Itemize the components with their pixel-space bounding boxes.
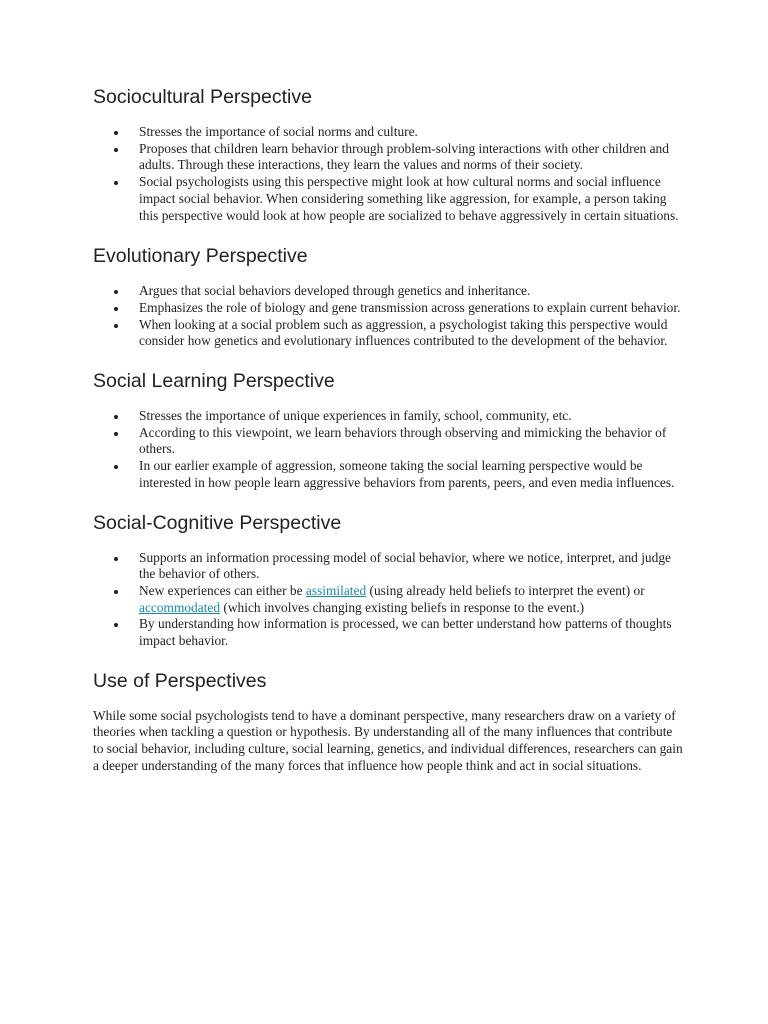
list-item: Supports an information processing model of social behavior, where we notice, interpret, and judge the behavior of others. [93,550,683,583]
bullet-list [93,408,683,492]
list-item: New experiences can either be assimilated (using already held beliefs to interpret the event) or accommodated (which involves changing existing beliefs in response to the event.) [93,583,683,616]
bullet-list [93,283,683,350]
bullet-dot-icon [114,432,118,436]
bullet-dot-icon [114,307,118,311]
section-sociocultural [93,85,683,224]
list-item: By understanding how information is processed, we can better understand how patterns of thoughts impact behavior. [93,616,683,649]
section-use-of-perspectives [93,669,683,775]
heading-evolutionary: Evolutionary Perspective [93,245,308,268]
assimilated-link[interactable]: assimilated [305,582,367,598]
bullet-dot-icon [114,590,118,594]
list-item: In our earlier example of aggression, someone taking the social learning perspective would be interested in how people learn aggressive behaviors from parents, peers, and even media influences. [93,458,683,491]
bullet-dot-icon [114,415,118,419]
document-page [93,85,683,775]
heading-sociocultural: Sociocultural Perspective [93,86,312,108]
bullet-dot-icon [114,131,118,135]
heading-social-learning: Social Learning Perspective [93,370,335,393]
list-item: Argues that social behaviors developed through genetics and inheritance. [93,283,683,300]
list-item: Stresses the importance of unique experiences in family, school, community, etc. [93,408,683,425]
list-item: Social psychologists using this perspective might look at how cultural norms and social influence impact social behavior. When considering something like aggression, for example, a person taking this perspective would look at how people are socialized to behave aggressively in certain situations. [93,174,683,224]
list-item: Emphasizes the role of biology and gene transmission across generations to explain current behavior. [93,300,683,317]
bullet-dot-icon [114,324,118,328]
bullet-dot-icon [114,557,118,561]
body-paragraph: While some social psychologists tend to have a dominant perspective, many researchers draw on a variety of theories when tackling a question or hypothesis. By understanding all of the many influences that contribute to social behavior, including culture, social learning, genetics, and individual differences, researchers can gain a deeper understanding of the many forces that influence how people think and act in social situations. [93,707,683,773]
heading-use-of-perspectives: Use of Perspectives [93,669,267,692]
list-item: Stresses the importance of social norms and culture. [93,124,683,141]
heading-social-cognitive: Social-Cognitive Perspective [93,511,342,534]
bullet-dot-icon [114,465,118,469]
bullet-dot-icon [114,290,118,294]
bullet-list [93,550,683,650]
bullet-dot-icon [114,148,118,152]
list-item: Proposes that children learn behavior through problem-solving interactions with other children and adults. Through these interactions, they learn the values and norms of their society. [93,141,683,174]
section-social-learning [93,369,683,492]
list-item: When looking at a social problem such as aggression, a psychologist taking this perspective would consider how genetics and evolutionary influences contributed to the development of the behavior. [93,317,683,350]
bullet-dot-icon [114,181,118,185]
section-social-cognitive [93,511,683,650]
bullet-list [93,124,683,224]
bullet-dot-icon [114,623,118,627]
list-item: According to this viewpoint, we learn behaviors through observing and mimicking the behavior of others. [93,425,683,458]
section-evolutionary [93,244,683,350]
accommodated-link[interactable]: accommodated [139,599,221,615]
